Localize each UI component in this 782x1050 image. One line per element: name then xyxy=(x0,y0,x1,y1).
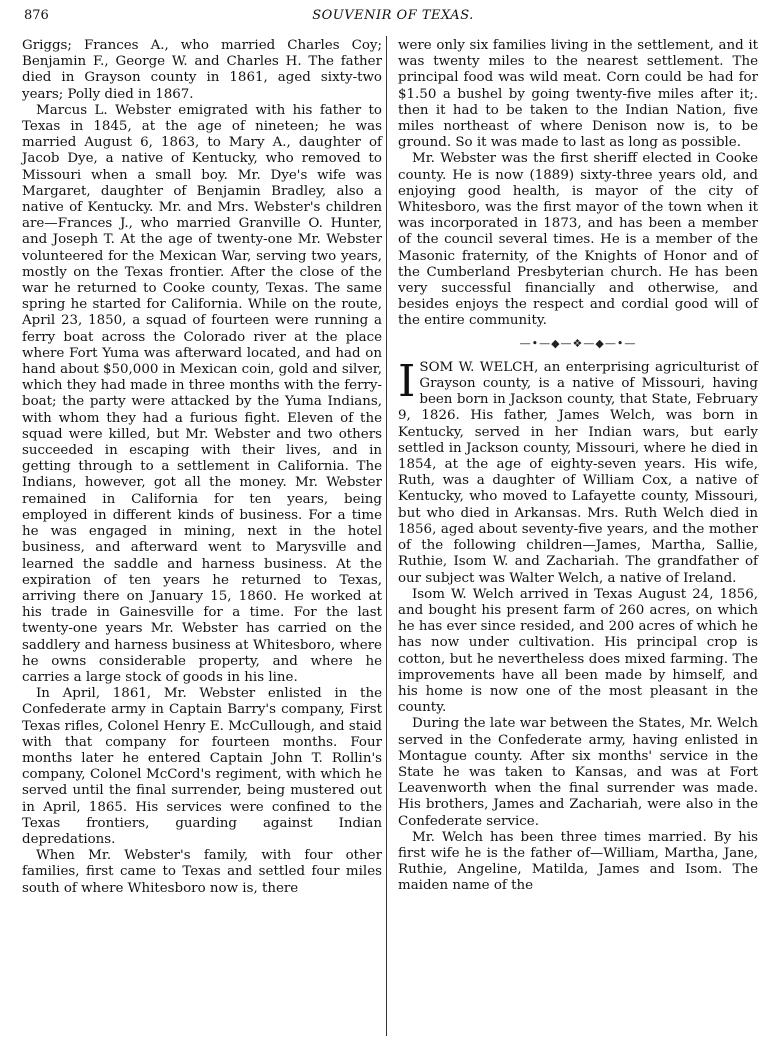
biography-opening-text: SOM W. WELCH, an enterprising agriculturist of Grayson county, is a native of Missouri, having been born in Jackson county, that State, February 9, 1826. His father, James Welch, was born in Kentucky, served in her Indian wars, but early settled in Jackson county, Missouri, where he died in 1854, at the age of eighty-seven years. His wife, Ruth, was a daughter of William Cox, a native of Kentucky, who moved to Lafayette county, Missouri, but who died in Arkansas. Mrs. Ruth Welch died in 1856, aged about seventy-five years, and the mother of the following children—James, Martha, Sallie, Ruthie, Isom W. and Zachariah. The grandfather of our subject was Walter Welch, a native of Ireland. xyxy=(398,359,758,586)
biography-opening xyxy=(398,355,758,587)
page-header xyxy=(24,8,762,30)
paragraph: were only six families living in the settlement, and it was twenty miles to the nearest settlement. The principal food was wild meat. Corn could be had for $1.50 a bushel by going twenty-five miles after it;. then it had to be taken to the Indian Nation, five miles northeast of where Denison now is, to be ground. So it was made to last as long as possible. xyxy=(398,38,758,151)
paragraph: Mr. Welch has been three times married. By his first wife he is the father of—William, Martha, Jane, Ruthie, Angeline, Matilda, James and Isom. The maiden name of the xyxy=(398,829,758,894)
paragraph: When Mr. Webster's family, with four other families, first came to Texas and settled four miles south of where Whitesboro now is, there xyxy=(22,848,382,896)
paragraph: During the late war between the States, Mr. Welch served in the Confederate army, having enlisted in Montague county. After six months' service in the State he was taken to Kansas, and was at Fort Leavenworth when the final surrender was made. His brothers, James and Zachariah, were also in the Confederate service. xyxy=(398,716,758,829)
paragraph: Isom W. Welch arrived in Texas August 24, 1856, and bought his present farm of 260 acres, on which he has ever since resided, and 200 acres of which he has now under cultivation. His principal crop is cotton, but he nevertheless does mixed farming. The improvements have all been made by himself, and his home is now one of the most pleasant in the county. xyxy=(398,586,758,716)
paragraph: Griggs; Frances A., who married Charles Coy; Benjamin F., George W. and Charles H. The father died in Grayson county in 1861, aged sixty-two years; Polly died in 1867. xyxy=(22,38,382,102)
running-title: SOUVENIR OF TEXAS. xyxy=(312,8,474,23)
page-number: 876 xyxy=(24,8,49,23)
right-column xyxy=(398,38,758,895)
left-column xyxy=(22,38,382,897)
drop-cap: I xyxy=(398,355,416,407)
column-divider xyxy=(386,36,387,1036)
paragraph: Mr. Webster was the first sheriff elected in Cooke county. He is now (1889) sixty-three years old, and enjoying good health, is mayor of the city of Whitesboro, was the first mayor of the town when it was incorporated in 1873, and has been a member of the council several times. He is a member of the Masonic fraternity, of the Knights of Honor and of the Cumberland Presbyterian church. He has been very successful financially and otherwise, and besides enjoys the respect and cordial good will of the entire community. xyxy=(398,151,758,329)
paragraph: Marcus L. Webster emigrated with his father to Texas in 1845, at the age of nineteen; he was married August 6, 1863, to Mary A., daughter of Jacob Dye, a native of Kentucky, who removed to Missouri when a small boy. Mr. Dye's wife was Margaret, daughter of Benjamin Bradley, also a native of Kentucky. Mr. and Mrs. Webster's children are—Frances J., who married Granville O. Hunter, and Joseph T. At the age of twenty-one Mr. Webster volunteered for the Mexican War, serving two years, mostly on the Texas frontier. After the close of the war he returned to Cooke county, Texas. The same spring he started for California. While on the route, April 23, 1850, a squad of fourteen were running a ferry boat across the Colorado river at the place where Fort Yuma was afterward located, and had on hand about $50,000 in Mexican coin, gold and silver, which they had made in three months with the ferry-boat; the party were attacked by the Yuma Indians, with whom they had a furious fight. Eleven of the squad were killed, but Mr. Webster and two others succeeded in escaping with their lives, and in getting through to a settlement in California. The Indians, however, got all the money. Mr. Webster remained in California for ten years, being employed in different kinds of business. For a time he was engaged in mining, next in the hotel business, and afterward went to Marysville and learned the saddle and harness business. At the expiration of ten years he returned to Texas, arriving there on January 15, 1860. He worked at his trade in Gainesville for a time. For the last twenty-one years Mr. Webster has carried on the saddlery and harness business at Whitesboro, where he owns considerable property, and where he carries a large stock of goods in his line. xyxy=(22,102,382,685)
section-ornament: —•—◆—❖—◆—•— xyxy=(519,336,637,350)
paragraph: In April, 1861, Mr. Webster enlisted in the Confederate army in Captain Barry's company, First Texas rifles, Colonel Henry E. McCullough, and staid with that company for fourteen months. Four months later he entered Captain John T. Rollin's company, Colonel McCord's regiment, with which he served until the final surrender, being mustered out in April, 1865. His services were confined to the Texas frontiers, guarding against Indian depredations. xyxy=(22,686,382,847)
